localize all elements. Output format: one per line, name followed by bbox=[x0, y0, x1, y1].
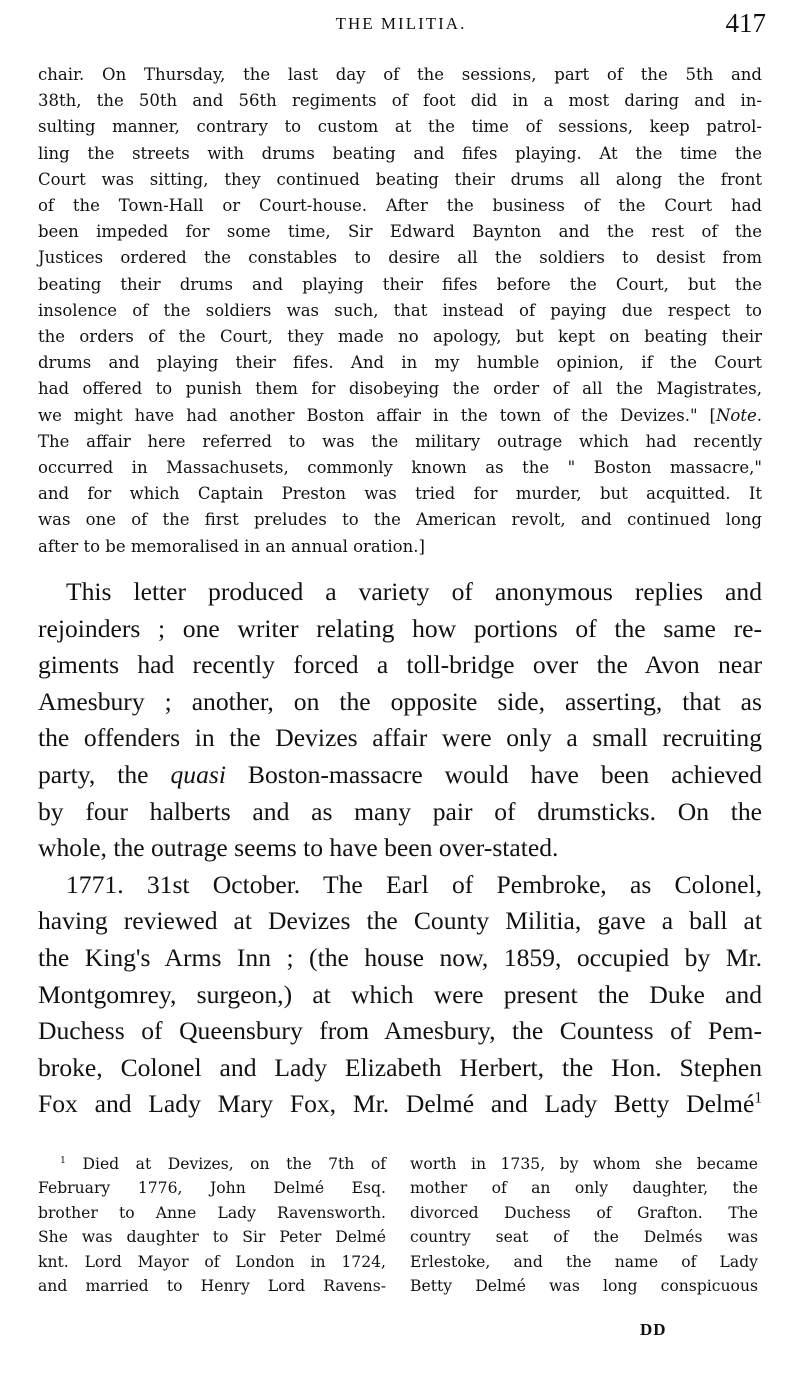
quote-line: after to be memoralised in an annual oration.] bbox=[38, 536, 425, 556]
footnote-line: knt. Lord Mayor of London in 1724, bbox=[38, 1252, 386, 1271]
quote-line: chair. On Thursday, the last day of the sessions, part of the 5th and bbox=[38, 65, 762, 84]
paragraph-line: party, the quasi Boston-massacre would have been achieved bbox=[38, 759, 763, 789]
page-number: 417 bbox=[725, 8, 766, 38]
footnote-column-right bbox=[410, 1152, 758, 1298]
paragraph-line: the offenders in the Devizes affair were only a small recruiting bbox=[38, 723, 762, 753]
quote-line: occurred in Massachusets, commonly known as the " Boston massacre," bbox=[38, 458, 762, 478]
printer-signature-mark: DD bbox=[640, 1320, 667, 1339]
quote-line: been impeded for some time, Sir Edward Baynton and the rest of the bbox=[38, 222, 762, 242]
footnote-line: country seat of the Delmés was bbox=[410, 1228, 758, 1247]
quote-line: drums and playing their fifes. And in my humble opinion, if the Court bbox=[38, 353, 762, 373]
running-title: THE MILITIA. bbox=[335, 14, 467, 33]
quote-line: 38th, the 50th and 56th regiments of foot did in a most daring and in- bbox=[38, 91, 762, 111]
quote-line: was one of the first preludes to the American revolt, and continued long bbox=[38, 510, 762, 530]
paragraph-line: whole, the outrage seems to have been over-stated. bbox=[38, 833, 559, 863]
paragraph-letter-replies bbox=[38, 574, 762, 867]
body-text bbox=[38, 574, 762, 1123]
footnote-line: worth in 1735, by whom she became bbox=[410, 1155, 758, 1173]
paragraph-line: giments had recently forced a toll-bridge over the Avon near bbox=[38, 650, 762, 680]
paragraph-line: Amesbury ; another, on the opposite side, asserting, that as bbox=[38, 686, 762, 716]
footnote-line: mother of an only daughter, the bbox=[410, 1179, 758, 1198]
quote-line: Court was sitting, they continued beating their drums all along the front bbox=[38, 169, 762, 189]
quoted-letter bbox=[38, 62, 762, 560]
italic-word: quasi bbox=[170, 759, 226, 789]
footnote-line: divorced Duchess of Grafton. The bbox=[410, 1203, 758, 1222]
footnote-line: brother to Anne Lady Ravensworth. bbox=[38, 1203, 386, 1222]
footnote-marker: 1 bbox=[60, 1154, 66, 1166]
paragraph-line: Duchess of Queensbury from Amesbury, the Countess of Pem- bbox=[38, 1016, 762, 1046]
paragraph-line: the King's Arms Inn ; (the house now, 1859, occupied by Mr. bbox=[38, 942, 762, 972]
paragraph-line-text: Fox and Lady Mary Fox, Mr. Delmé and Lady Betty Delmé bbox=[38, 1089, 755, 1119]
footnote-line: Erlestoke, and the name of Lady bbox=[410, 1252, 758, 1271]
footnote-line: and married to Henry Lord Ravens- bbox=[38, 1277, 386, 1296]
quote-line: and for which Captain Preston was tried for murder, but acquitted. It bbox=[38, 484, 762, 504]
italic-note: Note. bbox=[715, 405, 762, 425]
quote-line: sulting manner, contrary to custom at the time of sessions, keep patrol- bbox=[38, 117, 762, 137]
paragraph-line: by four halberts and as many pair of drumsticks. On the bbox=[38, 796, 762, 826]
footnote-column-left bbox=[38, 1152, 386, 1298]
quote-line: insolence of the soldiers was such, that instead of paying due respect to bbox=[38, 300, 762, 320]
quote-line: The affair here referred to was the military outrage which had recently bbox=[38, 431, 762, 451]
paragraph-line: rejoinders ; one writer relating how portions of the same re- bbox=[38, 613, 762, 643]
paragraph-line: Montgomrey, surgeon,) at which were present the Duke and bbox=[38, 979, 762, 1009]
paragraph-1771-ball bbox=[38, 867, 762, 1123]
footnote-line bbox=[38, 1152, 386, 1176]
footnote-line-text: Died at Devizes, on the 7th of bbox=[82, 1155, 386, 1173]
quote-line: beating their drums and playing their fifes before the Court, but the bbox=[38, 274, 762, 294]
running-header bbox=[36, 8, 766, 40]
paragraph-line: 1771. 31st October. The Earl of Pembroke, as Colonel, bbox=[66, 869, 762, 899]
paragraph-line: This letter produced a variety of anonymous replies and bbox=[66, 577, 762, 606]
quote-line: had offered to punish them for disobeying the order of all the Magistrates, bbox=[38, 379, 762, 399]
quote-line: the orders of the Court, they made no apology, but kept on beating their bbox=[38, 327, 762, 347]
quote-line: we might have had another Boston affair in the town of the Devizes." [Note. bbox=[38, 405, 762, 425]
footnote-line: She was daughter to Sir Peter Delmé bbox=[38, 1228, 386, 1247]
paragraph-line: having reviewed at Devizes the County Militia, gave a ball at bbox=[38, 906, 762, 936]
quote-line: ling the streets with drums beating and fifes playing. At the time the bbox=[38, 143, 762, 163]
footnote-reference: 1 bbox=[754, 1089, 762, 1107]
quote-line: of the Town-Hall or Court-house. After the business of the Court had bbox=[38, 196, 762, 216]
quote-line: Justices ordered the constables to desire all the soldiers to desist from bbox=[38, 248, 762, 268]
paragraph-line: broke, Colonel and Lady Elizabeth Herbert, the Hon. Stephen bbox=[38, 1052, 762, 1082]
footnote-line: Betty Delmé was long conspicuous bbox=[410, 1277, 758, 1296]
paragraph-line-with-footnote-ref bbox=[38, 1086, 762, 1123]
footnote-line: February 1776, John Delmé Esq. bbox=[38, 1179, 386, 1198]
